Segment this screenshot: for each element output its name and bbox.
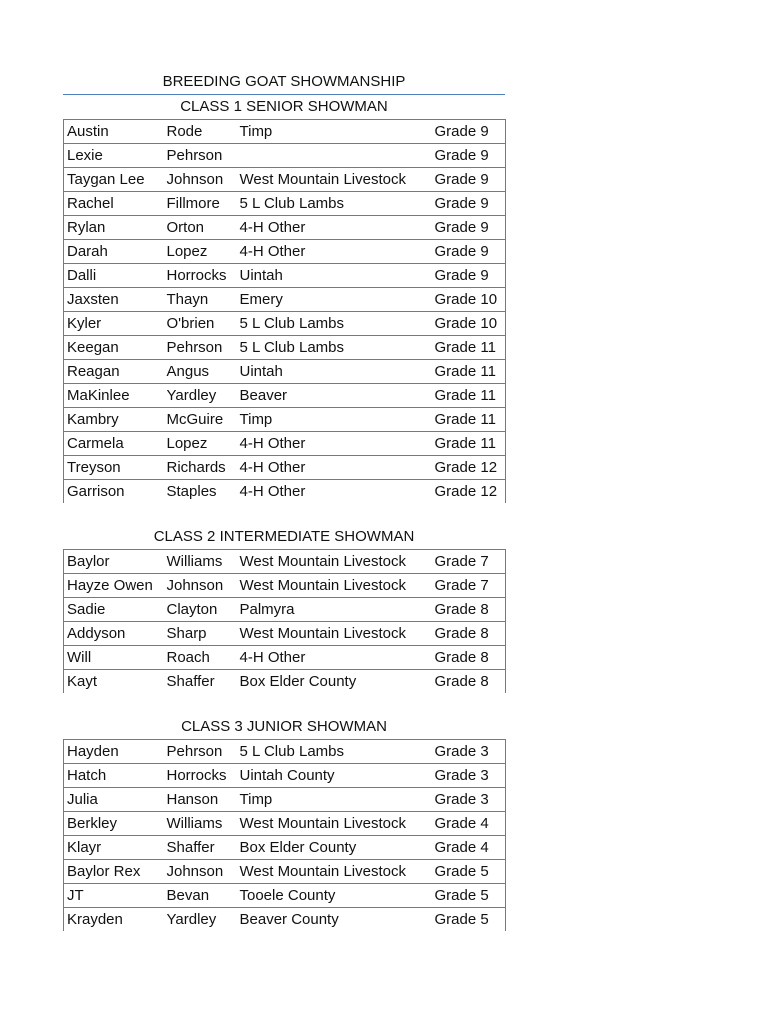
grade-cell: Grade 9 <box>432 240 506 264</box>
grade-cell: Grade 3 <box>432 740 506 764</box>
club-cell: Box Elder County <box>237 836 432 860</box>
class-1-table <box>63 119 506 503</box>
club-cell: Palmyra <box>237 598 432 622</box>
club-cell: 4-H Other <box>237 480 432 504</box>
document-title: BREEDING GOAT SHOWMANSHIP <box>63 70 505 95</box>
first-name-cell: Garrison <box>64 480 164 504</box>
first-name-cell: Hatch <box>64 764 164 788</box>
first-name-cell: Keegan <box>64 336 164 360</box>
last-name-cell: Sharp <box>164 622 237 646</box>
last-name-cell: Shaffer <box>164 670 237 694</box>
first-name-cell: Jaxsten <box>64 288 164 312</box>
last-name-cell: Hanson <box>164 788 237 812</box>
last-name-cell: Pehrson <box>164 740 237 764</box>
last-name-cell: Orton <box>164 216 237 240</box>
class-2-section <box>63 525 505 693</box>
grade-cell: Grade 9 <box>432 168 506 192</box>
grade-cell: Grade 5 <box>432 908 506 932</box>
first-name-cell: JT <box>64 884 164 908</box>
club-cell: 5 L Club Lambs <box>237 192 432 216</box>
table-row <box>64 408 506 432</box>
grade-cell: Grade 4 <box>432 836 506 860</box>
last-name-cell: Clayton <box>164 598 237 622</box>
table-row <box>64 384 506 408</box>
first-name-cell: Hayze Owen <box>64 574 164 598</box>
table-row <box>64 144 506 168</box>
club-cell <box>237 144 432 168</box>
last-name-cell: Angus <box>164 360 237 384</box>
first-name-cell: Darah <box>64 240 164 264</box>
club-cell: West Mountain Livestock <box>237 550 432 574</box>
club-cell: Tooele County <box>237 884 432 908</box>
first-name-cell: Julia <box>64 788 164 812</box>
last-name-cell: Rode <box>164 120 237 144</box>
first-name-cell: Taygan Lee <box>64 168 164 192</box>
first-name-cell: Kayt <box>64 670 164 694</box>
last-name-cell: Williams <box>164 812 237 836</box>
grade-cell: Grade 11 <box>432 432 506 456</box>
club-cell: Beaver <box>237 384 432 408</box>
class-3-section <box>63 715 505 931</box>
first-name-cell: Lexie <box>64 144 164 168</box>
table-row <box>64 168 506 192</box>
club-cell: Timp <box>237 408 432 432</box>
last-name-cell: Thayn <box>164 288 237 312</box>
first-name-cell: Carmela <box>64 432 164 456</box>
club-cell: West Mountain Livestock <box>237 622 432 646</box>
first-name-cell: MaKinlee <box>64 384 164 408</box>
last-name-cell: Richards <box>164 456 237 480</box>
first-name-cell: Will <box>64 646 164 670</box>
last-name-cell: Fillmore <box>164 192 237 216</box>
first-name-cell: Krayden <box>64 908 164 932</box>
grade-cell: Grade 12 <box>432 480 506 504</box>
first-name-cell: Kambry <box>64 408 164 432</box>
grade-cell: Grade 12 <box>432 456 506 480</box>
grade-cell: Grade 4 <box>432 812 506 836</box>
first-name-cell: Addyson <box>64 622 164 646</box>
last-name-cell: Staples <box>164 480 237 504</box>
club-cell: 4-H Other <box>237 240 432 264</box>
table-row <box>64 336 506 360</box>
grade-cell: Grade 8 <box>432 646 506 670</box>
table-row <box>64 264 506 288</box>
class-3-title: CLASS 3 JUNIOR SHOWMAN <box>181 718 387 735</box>
grade-cell: Grade 5 <box>432 884 506 908</box>
first-name-cell: Rachel <box>64 192 164 216</box>
table-row <box>64 480 506 504</box>
club-cell: Timp <box>237 788 432 812</box>
first-name-cell: Klayr <box>64 836 164 860</box>
grade-cell: Grade 8 <box>432 598 506 622</box>
first-name-cell: Dalli <box>64 264 164 288</box>
grade-cell: Grade 11 <box>432 408 506 432</box>
grade-cell: Grade 10 <box>432 312 506 336</box>
table-row <box>64 216 506 240</box>
grade-cell: Grade 11 <box>432 384 506 408</box>
grade-cell: Grade 5 <box>432 860 506 884</box>
club-cell: 5 L Club Lambs <box>237 312 432 336</box>
first-name-cell: Sadie <box>64 598 164 622</box>
table-row <box>64 288 506 312</box>
table-row <box>64 312 506 336</box>
club-cell: Uintah <box>237 264 432 288</box>
last-name-cell: Lopez <box>164 240 237 264</box>
table-row <box>64 788 506 812</box>
first-name-cell: Reagan <box>64 360 164 384</box>
class-1-title: CLASS 1 SENIOR SHOWMAN <box>180 98 388 115</box>
club-cell: 5 L Club Lambs <box>237 740 432 764</box>
table-row <box>64 598 506 622</box>
club-cell: 4-H Other <box>237 432 432 456</box>
last-name-cell: Horrocks <box>164 764 237 788</box>
table-row <box>64 884 506 908</box>
table-row <box>64 812 506 836</box>
last-name-cell: Yardley <box>164 908 237 932</box>
table-row <box>64 860 506 884</box>
last-name-cell: Yardley <box>164 384 237 408</box>
club-cell: Box Elder County <box>237 670 432 694</box>
table-row <box>64 432 506 456</box>
last-name-cell: Johnson <box>164 574 237 598</box>
club-cell: West Mountain Livestock <box>237 574 432 598</box>
first-name-cell: Rylan <box>64 216 164 240</box>
grade-cell: Grade 10 <box>432 288 506 312</box>
class-3-table <box>63 739 506 931</box>
first-name-cell: Hayden <box>64 740 164 764</box>
club-cell: 5 L Club Lambs <box>237 336 432 360</box>
table-row <box>64 574 506 598</box>
club-cell: Timp <box>237 120 432 144</box>
table-row <box>64 120 506 144</box>
grade-cell: Grade 7 <box>432 574 506 598</box>
last-name-cell: Lopez <box>164 432 237 456</box>
grade-cell: Grade 3 <box>432 788 506 812</box>
table-row <box>64 740 506 764</box>
first-name-cell: Treyson <box>64 456 164 480</box>
grade-cell: Grade 3 <box>432 764 506 788</box>
grade-cell: Grade 9 <box>432 192 506 216</box>
first-name-cell: Baylor Rex <box>64 860 164 884</box>
club-cell: Beaver County <box>237 908 432 932</box>
table-row <box>64 670 506 694</box>
table-row <box>64 456 506 480</box>
club-cell: Uintah <box>237 360 432 384</box>
table-row <box>64 908 506 932</box>
last-name-cell: Johnson <box>164 168 237 192</box>
grade-cell: Grade 7 <box>432 550 506 574</box>
table-row <box>64 240 506 264</box>
grade-cell: Grade 9 <box>432 216 506 240</box>
club-cell: 4-H Other <box>237 646 432 670</box>
class-2-table <box>63 549 506 693</box>
first-name-cell: Kyler <box>64 312 164 336</box>
grade-cell: Grade 9 <box>432 264 506 288</box>
grade-cell: Grade 9 <box>432 144 506 168</box>
last-name-cell: Shaffer <box>164 836 237 860</box>
first-name-cell: Berkley <box>64 812 164 836</box>
grade-cell: Grade 8 <box>432 622 506 646</box>
last-name-cell: Horrocks <box>164 264 237 288</box>
spreadsheet-page <box>63 70 505 931</box>
grade-cell: Grade 11 <box>432 360 506 384</box>
last-name-cell: O'brien <box>164 312 237 336</box>
grade-cell: Grade 9 <box>432 120 506 144</box>
grade-cell: Grade 8 <box>432 670 506 694</box>
table-row <box>64 550 506 574</box>
last-name-cell: Williams <box>164 550 237 574</box>
last-name-cell: Pehrson <box>164 336 237 360</box>
club-cell: West Mountain Livestock <box>237 812 432 836</box>
table-row <box>64 764 506 788</box>
last-name-cell: Roach <box>164 646 237 670</box>
club-cell: Uintah County <box>237 764 432 788</box>
club-cell: 4-H Other <box>237 216 432 240</box>
last-name-cell: Johnson <box>164 860 237 884</box>
last-name-cell: Pehrson <box>164 144 237 168</box>
class-1-section <box>63 95 505 503</box>
table-row <box>64 836 506 860</box>
last-name-cell: McGuire <box>164 408 237 432</box>
club-cell: Emery <box>237 288 432 312</box>
table-row <box>64 622 506 646</box>
table-row <box>64 192 506 216</box>
first-name-cell: Austin <box>64 120 164 144</box>
club-cell: West Mountain Livestock <box>237 168 432 192</box>
grade-cell: Grade 11 <box>432 336 506 360</box>
first-name-cell: Baylor <box>64 550 164 574</box>
class-2-title: CLASS 2 INTERMEDIATE SHOWMAN <box>153 528 415 545</box>
table-row <box>64 360 506 384</box>
table-row <box>64 646 506 670</box>
club-cell: 4-H Other <box>237 456 432 480</box>
club-cell: West Mountain Livestock <box>237 860 432 884</box>
last-name-cell: Bevan <box>164 884 237 908</box>
